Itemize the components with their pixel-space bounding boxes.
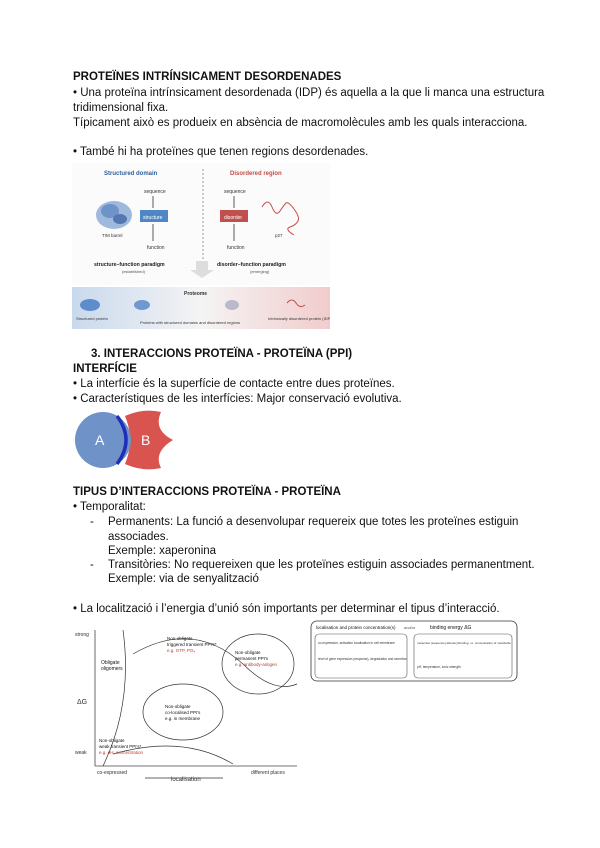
proteome-protein-1 [80, 299, 100, 311]
dash-1: - [90, 516, 94, 528]
ppi-types-diagram [73, 624, 301, 782]
triggered-label-3: e.g. GTP, PO₄ [167, 648, 196, 653]
idp-definition-line-1: • Una proteïna intrínsicament desordenada (IDP) és aquella a la que li manca una estructura [73, 87, 545, 99]
idp-definition-line-3: Típicament això es produeix en absència de macromolècules amb les quals interacciona. [73, 117, 528, 129]
permanent-ppi-label-1: Non-obligate [235, 650, 261, 655]
loc-title: localisation and protein concentration(s) [316, 625, 396, 630]
energy-item-2: pH, temperature, ionic strength [417, 665, 461, 669]
function-label-right: function [227, 245, 245, 251]
ppi-heading: 3. INTERACCIONS PROTEÏNA - PROTEÏNA (PPI) [91, 348, 353, 360]
permanent-ppi-label-3: e.g. antibody-antigen [235, 662, 278, 667]
ppi-types-title: TIPUS D’INTERACCIONS PROTEÏNA - PROTEÏNA [73, 486, 341, 498]
localisation-energy-box [310, 620, 518, 682]
section-title-idp: PROTEÏNES INTRÍNSICAMENT DESORDENADES [73, 71, 342, 83]
localisation-energy-line: • La localització i l’energia d’unió són importants per determinar el tipus d’interacció. [73, 603, 500, 615]
triggered-label-2: triggered transient PPI's* [167, 642, 217, 647]
tim-barrel-structure [96, 201, 132, 229]
localisation-label: localisation [171, 777, 201, 782]
and-or-label: and/or [404, 625, 416, 630]
strong-label: strong [75, 632, 89, 638]
weak-transient-label-3: e.g. pH, concentration [99, 750, 144, 755]
obligate-label-1: Obligate [101, 660, 120, 666]
permanent-line-1: Permanents: La funció a desenvolupar requereix que totes les proteïnes estiguin [108, 516, 519, 528]
weak-transient-label-1: Non-obligate [99, 738, 125, 743]
obligate-label-2: oligomers [101, 666, 123, 672]
structure-disorder-svg [72, 163, 330, 331]
proteome-protein-3 [225, 300, 239, 310]
ab-interface-svg [73, 410, 183, 470]
colocalised-label-1: Non-obligate [165, 704, 191, 709]
different-places-label: different places [251, 770, 285, 776]
weak-label: weak [75, 750, 87, 756]
idp-protein-label: Intrinsically disordered protein (IDP) [268, 316, 330, 321]
interface-definition: • La interfície és la superfície de contacte entre dues proteïnes. [73, 378, 395, 390]
transient-example: Exemple: via de senyalització [108, 573, 259, 585]
structured-protein-label: Structured protein [76, 316, 108, 321]
proteome-protein-2 [134, 300, 150, 310]
interface-characteristics: • Característiques de les interfícies: Major conservació evolutiva. [73, 393, 402, 405]
ab-interface-diagram [73, 410, 183, 470]
loc-item-2: level of gene expression (response), degradation and secretion [318, 657, 408, 661]
protein-a-label: A [95, 432, 105, 448]
disordered-region-title: Disordered region [230, 171, 282, 177]
weak-transient-label-2: weak transient PPI's* [99, 744, 142, 749]
structure-label: structure [143, 215, 163, 221]
sequence-label-right: sequence [224, 189, 246, 195]
ppi-types-svg [73, 624, 301, 782]
temporality-label: • Temporalitat: [73, 501, 146, 513]
disorder-paradigm-sub: (emerging) [250, 269, 270, 274]
colocalised-label-2: co-localised PPI's [165, 710, 201, 715]
structured-domain-title: Structured domain [104, 171, 158, 177]
permanent-example: Exemple: xaperonina [108, 545, 217, 557]
permanent-line-2: associades. [108, 531, 169, 543]
sequence-label-left: sequence [144, 189, 166, 195]
idp-definition-line-2: tridimensional fixa. [73, 102, 169, 114]
loc-item-1: co-expression, activation localisation in cell membrane [318, 641, 395, 645]
disorder-label: disorder [224, 215, 243, 221]
localisation-energy-svg [310, 620, 518, 682]
disorder-paradigm-label: disorder–function paradigm [217, 262, 286, 268]
proteome-label: Proteome [184, 291, 208, 297]
structure-paradigm-label: structure–function paradigm [94, 262, 165, 268]
disordered-regions-line: • També hi ha proteïnes que tenen regions desordenades. [73, 146, 369, 158]
tim-barrel-label: TIM barrel [102, 233, 123, 238]
structure-disorder-figure [72, 163, 330, 331]
function-label-left: function [147, 245, 165, 251]
energy-item-1: molecular (sequence) allostery/binding, i.e. concentration of metabolite [417, 641, 511, 645]
colocalised-label-3: e.g. in membrane [165, 716, 201, 721]
interface-subheading: INTERFÍCIE [73, 363, 137, 375]
dash-2: - [90, 559, 94, 571]
structure-paradigm-sub: (established) [122, 269, 145, 274]
energy-title: binding energy ΔG [430, 625, 472, 631]
triggered-label-1: Non-obligate [167, 636, 193, 641]
delta-g-label: ΔG [77, 699, 88, 706]
protein-b-label: B [141, 432, 151, 448]
permanent-ppi-label-2: permanent PPI's [235, 656, 269, 661]
transient-line-1: Transitòries: No requereixen que les proteïnes estiguin associades permanentment. [108, 559, 535, 571]
mixed-protein-label: Proteins with structured domains and disordered regions [140, 320, 241, 325]
co-expressed-label: co-expressed [97, 770, 128, 776]
idp-label: p27 [275, 233, 283, 238]
